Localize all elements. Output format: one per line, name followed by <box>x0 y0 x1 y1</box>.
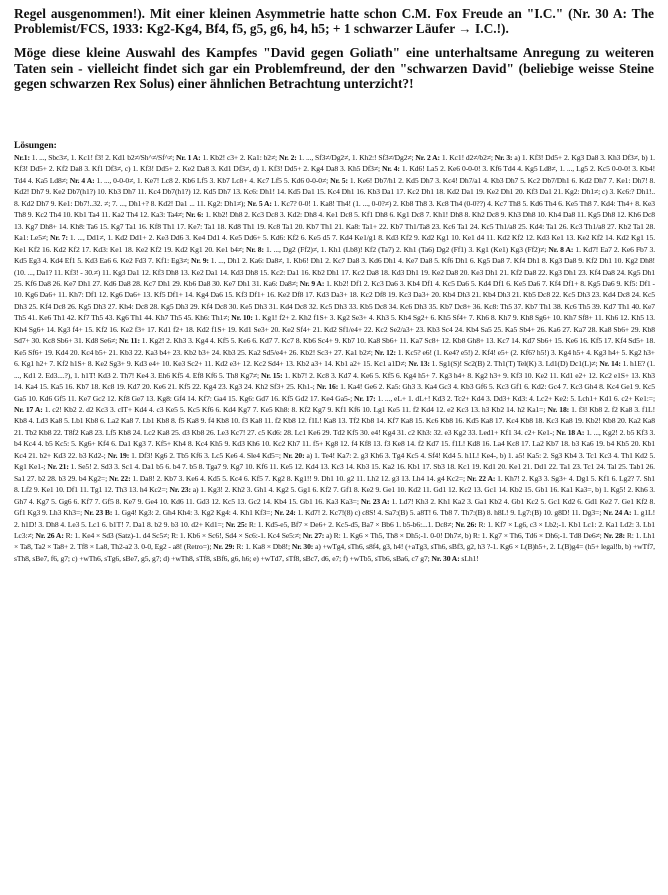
problem-number-label: Nr. 12: <box>374 347 396 357</box>
problem-number-label: Nr. 18: <box>547 404 570 414</box>
problem-number-label: Nr. 23 B: <box>84 508 113 518</box>
problem-number-label: Nr. 30 A: <box>431 553 460 563</box>
problem-number-label: Nr. 15: <box>260 370 283 380</box>
solutions-heading: Lösungen: <box>14 141 57 151</box>
problem-number-label: Nr. 30: <box>291 542 314 552</box>
problem-number-label: Nr. 23: <box>169 485 191 495</box>
problem-number-label: Nr. 20: <box>282 450 305 460</box>
intro-section <box>14 6 654 91</box>
problem-number-label: Nr. 13: <box>408 359 430 369</box>
problem-number-label: Nr. 24: <box>274 508 296 518</box>
problem-number-label: Nr. 11: <box>118 336 140 346</box>
problem-number-label: Nr. 16: <box>316 382 339 392</box>
problem-number-label: Nr.1: <box>14 153 30 162</box>
problem-number-label: Nr. 3: <box>494 153 513 162</box>
problem-number-label: Nr. 26: <box>455 519 477 529</box>
problem-number-label: Nr. 19: <box>107 450 130 460</box>
problem-number-label: Nr. 28: <box>603 530 625 540</box>
problem-number-label: Nr. 2 A: <box>415 153 440 162</box>
problem-number-label: Nr. 9 A: <box>299 278 325 288</box>
problem-number-label: Nr. 24 A: <box>603 508 632 518</box>
problem-number-label: Nr. 17 A: <box>14 404 43 414</box>
problem-number-label: Nr. 22: <box>109 473 131 483</box>
problem-number-label: Nr. 21: <box>47 462 69 472</box>
problem-number-label: Nr. 2: <box>278 153 297 162</box>
problem-number-label: Nr. 1 A: <box>176 153 201 162</box>
intro-paragraph-2: Möge diese kleine Auswahl des Kampfes "David gegen Goliath" eine unterhaltsame Anregung zu weiteren Taten sein - vielleicht findet sich gar ein Problemfreund, der den "schwarzen David" (beliebige weisse Steine gegen schwarzen Rex Solus) einer ähnlichen Betrachtung unterzicht?! <box>14 45 654 91</box>
problem-number-label: Nr. 5: <box>330 175 348 185</box>
problem-number-label: Nr. 22 A: <box>466 473 496 483</box>
problem-number-label: Nr. 4: <box>381 164 400 174</box>
solutions-text: Nr.1: 1. ..., Sbc3≠, 1. Kc1! f3! 2. Kd1 b2≠/Sh^≠/Sf^≠; Nr. 1 A: 1. Kb2! c3+ 2. Ka1: b2≠; Nr. 2: 1. ..., Sf3≠/Dg2≠, 1. Kh2:! Sf3≠/Dg2≠; Nr. 2 A: 1. Kc1! d2≠/b2≠; Nr. 3: a) 1. Kf3! Dd5+ 2. Kg3 Da8 3. Kh3 Df3≠, b) 1. Kf3! Dd5+ 2. Kf2 Da8 3. Kf1 Df3≠, c) 1. Kf3! Dd5+ 2. Ke2 Da8 3. Kd1 Df3≠, d) 1. Kf3! Dd5+ 2. Kg4 Da8 3. Kh5 Df3≠; Nr. 4: 1. Kd6! La5 2. Ke6 0-0-0! 3. Kf6 Td4 4. Kg5 Ld8≠, 1. ..., Lg5 2. Kc5 0-0-0! 3. Kb4! Td4 4. Ka5 Ld8≠; Nr. 4 A: 1. ..., 0-0-0≠, 1. Ke7! Lc8 2. Kb6 Lf5 3. Kb7 Lc8+ 4. Kc7 Lf5 5. Kd6 0-0-0≠; Nr. 5: 1. Ke6! Db7/h1 2. Kd5 Dh7 3. Kc4! Dh7/a1 4. Kb3 Dh7 5. Kc2 Db7/Dh1 6. Kd2 Dh7 7. Ke1: Dh7! 8. Kd2! Dh7 9. Ke2 Db7(h1?) 10. Kb3 Dh7 11. Kc4 Db7(h1?) 12. Kd5 Dh7 13. Kc6: Dh1! 14. Kd5 Da1 15. Kc4 Dh1 16. Kb3 Da1 17. Kc2 Dh1 18. Kd2 Da1 19. Ke2 Dh1 20. Kf3 Da1 21. Kg2: Dh1≠; c) 3. Kc6:? Dh1!.. 8. Kd2 Dh7 9. Ke1: Db7!..32. ≠; 7. ..., Dh1+? 8. Kd2! Da1 ... 11. Kg2: Dh1≠); Nr. 5 A: 1. Kc7? 0-0! 1. Ka8! Th4! (1. ..., 0-0?≠) 2. Kb8 Th8 3. Kc8 Th4 (0-0??) 4. Kc7 Th8 5. Kd6 Th4 6. Ke5 Th8 7. Kd4: Th4+ 8. Ke3 Th8 9. Kc2 Th4 10. Kb1 Ta4 11. Ka2 Th4 12. Ka3: Ta4≠; Nr. 6: 1. Kb2! Dh8 2. Kc3 Dc8 3. Kd2: Dh8 4. Ke1 Dc8 5. Kf1 Dh8 6. Kg1 Dc8 7. Kh1! Dh8 8. Kh2 Dc8 9. Kh3 Dh8 10. Kh4 Da8 11. Kg5 Dh8 12. Kh6 Dc8 13. Kg7 Dh8+ 14. Kh8: Ta6 15. Kg7 Ta1 16. Kf8 Th1 17. Ke7: Ta1 18. Kd8 Th1 19. Kc8 Ta1 20. Kb7 Th1 21. Ka8: Ta1+ 22. Kb7 Th1/Ta8 23. Kc6 Ta1 24. Kc5 Th1/a8 25. Kd4: Ta1 26. Kc3 Th1/a8 27. Kb2 Ta1 28. Ka1: Le5≠; Nr. 7: 1. ..., Dd1≠, 1. Kd2 Dd1+ 2. Ke3 Dd6 3. Ke4 Dd1 4. Ke5 Dd6+ 5. Kd6: Kf2 6. Ke5 d5 7. Kd4 Ke1/g1 8. Kd3 Kf2 9. Kd2 Kg1 10. Ke1 d4 11. Kd2 Kf2 12. Kd3 Ke1 13. Ke2 Kf2 14. Kd2 Kg1 15. Ke1 Kf2 16. Kd2 Kf2 17. Kd3: Ke1 18. Ke2 Kf2 19. Kd2 Kg1 20. Ke1 b4≠; Nr. 8: 1. ..., Dg2 (Ff2)≠, 1. Kh1 (Lb8)! Kf2 (Ta7) 2. Kh1 (Ta6) Dg2 (Ff1) 3. Kg1 (Ke1) Kg3 (Ff2)≠; Nr. 8 A: 1. Kd7! Ea7 2. Ke6 Fb7 3. Kd5 Eg3 4. Kd4 Ef1 5. Kd3 Ea6 6. Ke2 Fd3 7. Kf1: Eg3≠; Nr. 9: 1. ..., Dh1 2. Ka6: Da8≠, 1. Kb6! Dh1 2. Kc7 Da8 3. Kd6 Dh1 4. Ke7 Da8 5. Kf6 Dh1 6. Kg5 Da8 7. Kf4 Dh1 8. Kg3 Da8 9. Kf2 Dh1 10. Kg2 Dh8! (10. ..., Da1? 11. Kf3! - 30.≠) 11. Kg3 Da1 12. Kf3 Dh8 13. Ke2 Da1 14. Kd3 Dh8 15. Kc2: Da1 16. Kb2 Dh1 17. Kc2 Da8 18. Kd3 Dh1 19. Ke2 Da8 20. Ke3 Dh1 21. Kf2 Da8 22. Kg3 Dh1 23. Kf4 Da8 24. Kg5 Dh1 25. Kf6 Da8 26. Ke7 Dh1 27. Kd6 Da8 28. Kc7 Dh1 29. Kb6 Da8 30. Ke7 Dh1 31. Ka6: Da8≠; Nr. 9 A: 1. Kb2! Df1 2. Kc3 Da6 3. Kb4 Df1 4. Kc5 Da6 5. Kd4 Df1 6. Ke5 Da6 7. Kf4 Df1+ 8. Kg5 Da6 9. Kf5: Df1 - 10. Kg6 Da6+ 11. Kh7: Df1 12. Kg6 Da6+ 13. Kf5 Df1+ 14. Kg4 Da6 15. Kf3 Df1+ 16. Ke2 Df8 17. Kd3 Da3+ 18. Kc2 Df8 19. Kc3 Da3+ 20. Kb4 Dh3 21. Kb4 Dh3 21. Kb5 Dc8 22. Kc5 Dh3 23. Kd4 Dc8 24. Kc5 Dh3 25. Kf4 Dc8 26. Kg5 Dh3 27. Kh4: Dc8 28. Kg5 Dh3 29. Kf4 Dc8 30. Ke5 Dh3 31. Kd4 Dc8 32. Kc5 Dh3 33. Kb5 Dc8 34. Kc6 Dh3 35. Kb7 Dc8+ 36. Kc8: Th5 37. Kb7 Th1 38. Kc6 Th5 39. Kd7 Th1 40. Ke7 Th5 41. Ke6 Th1 42. Kf7 Th5 43. Kg6 Th1 44. Kh7 Th5 45. Kh6: Th1≠; Nr. 10: 1. Kg1! f2+ 2. Kh2 f1S+ 3. Kg2 Se3+ 4. Kh3 5. Kh4 Sg2+ 6. Kh5 Sf4+ 7. Kh6 8. Kh7 9. Kh8 Sg6+ 10. Kh7 Sf8+ 11. Kh6 12. Kh5 13. Kh4 Sg6+ 14. Kg3 f4+ 15. Kf2 16. Ke2 f3+ 17. Kd1 f2+ 18. Kd2 f1S+ 19. Kd1 Se3+ 20. Ke2 Sf4+ 21. Kd2 Sf1/e4+ 22. Kc2 Se2/a3+ 23. Kb3 Sc4 24. Kb4 Sa5 25. Ka5 Sb4+ 26. Ka6 27. Ka7 28. Ka8 Sb6+ 29. Kb8 Sd7+ 30. Kc8 Sb6+ 31. Kd8 Se6≠; Nr. 11: 1. Kg2! 2. Kh3 3. Kg4 4. Kf5 5. Ke6 6. Kd7 7. Kc7 8. Kb6 Sc4+ 9. Kb7 10. Ka8 Sb6+ 11. Ka7 Sc8+ 12. Kb8 Gh8+ 13. Kc7 14. Kd7 Sb6+ 15. Ke6 16. Kf5 17. Kf4 Sd5+ 18. Ke5 Sf6+ 19. Kd4 20. Kc4 b5+ 21. Kb3 22. Ka3 b4+ 23. Kb2 b3+ 24. Kb3 25. Ka2 Sd5/e4+ 26. Kb2! Sc3+ 27. Ka1 b2≠; Nr. 12: 1. Kc5? e6! (1. Ke4? e5!) 2. Kf4! e5+ (2. Kf6? h5!) 3. Kg4 h5+ 4. Kg3 h4+ 5. Kg2 h3+ 6. Kg1 h2+ 7. Kf2 h1S+ 8. Ke2 Sg3+ 9. Kd3 e4+ 10. Ke3 Sc2+ 11. Kd2 e3+ 12. Kc2 Sd4+ 13. Kb2 a3+ 14. Kb1 a2+ 15. Kc1 a1D≠; Nr. 13: 1. Sg1(S)! Sc2(B) 2. Th1(T) Tel(K) 3. Ld1(D) Dc1(L)≠; Nr. 14: 1. h1E? (1. ..., Kd1 2. Ed3....?), 1. h1T! Kd3 2. Th7! Ke4 3. Eh6 Kf5 4. Ef8 Kf6 5. Th8 Kg7≠; Nr. 15: 1. Kb7! 2. Kc8 3. Kd7 4. Ke6 5. Kf5 6. Kg4 h5+ 7. Kg3 h4+ 8. Kg2 h3+ 9. Kf3 10. Ke2 11. Kd1 e2+ 12. Kc2 e1S+ 13. Kb3 14. Ka4 15. Ka5 16. Kb7 18. Kc8 19. Kd7 20. Ke6 21. Kf5 22. Kg4 23. Kg3 24. Kh2 Sf3+ 25. Kh1-; Nr. 16: 1. Ka4! Ge6 2. Ka5: Gh3 3. Ka4 Gc3 4. Kb3 Gf6 5. Kc3 Gf1 6. Kd2: Gc4 7. Kc3 Gh4 8. Kc4 Ge1 9. Kc5 Ga5 10. Kd6 Gf5 11. Ke7 Gc2 12. Kf8 Ge7 13. Kg8: Gf4 14. Kf7: Ga4 15. Kg6: Gd7 16. Kf5 Gd2 17. Ke4 Ga5-; Nr. 17: 1. ..., eL+ 1. dL+! Kd3 2. Tc2+ Kd4 3. Dd3+ Kd3: 4. Lc2+ Ke2: 5. Lch1+ Kd1 6. c2+ Ke1:=; Nr. 17 A: 1. c2! Kb2 2. d2 Kc3 3. cIT+ Kd4 4. c3 Ke5 5. Kc5 Kf6 6. Kd4 Kg7 7. Ke5 Kh8: 8. Kf2 Kg7 9. Kf1 Kf6 10. Lg1 Ke5 11. f2 Kd4 12. e2 Kc3 13. h3 Kb2 14. h2 Ka1=; Nr. 18: 1. f3! Kb8 2. f2 Ka8 3. f1L! Kb8 4. Ld3 Ka8 5. Lb1 Kb8 6. La2 Ka8 7. Lb1 Kb8 8. f5 Ka8 9. f4 Kb8 10. f3 Ka8 11. f2 Kb8 12. f1L! Ka8 13. Tf2 Kb8 14. Kf7 Ka8 15. Kc6 Kb8 16. Kd5 Ka8 17. Kc4 Kb8 18. Kc3 Ka8 19. Kb2! Kb8 20. Ka2 Ka8 21. Tb2 Kb8 22. T8f2 Ka8 23. Lf5 Kb8 24. Lc2 Ka8 25. d3 Kb8 26. Le3 Kc7! 27. c5 Kd6: 28. Lc1 Ke6 29. Td2 Kf5 30. e4! Kg4 31. c2 Kh3: 32. e3 Kg2 33. Led1+ Kf1 34. c2+ Ke1-; Nr. 18 A: 1. ..., Kg2! 2. b5 Kf3 3. b4 Kc4 4. b5 Kc5: 5. Kg6+ Kf4 6. Da1 Kg3 7. Kf5+ Kh4 8. Kc4 Kh5 9. Kd3 Kh6 10. Kc2 Kh7 11. f5+ Kg8 12. f4 Kf8 13. f3 Ke8 14. f2 Kd7 15. f1L! Kd8 16. La4 Kc8 17. La2 Kb7 18. b3 Ka6 19. b4 Kb5 20. Kb1 Kc4 21. b2+ Kd3 22. b3 Kd2-; Nr. 19: 1. Df3! Kg6 2. Tb5 Kf6 3. Lc5 Ke6 4. Sle4 Kd5=; Nr. 20: a) 1. Te4! Ka7: 2. g3 Kh6 3. Tg4 Kc5 4. Sf4! Kd4 5. h1L! Ke4-, b) 1. a5! Ka5: 2. Sg3 Kb4 3. Tc1 Kc3 4. Th1 Kd2 5. Kg1 Ke1-; Nr. 21: 1. Se5! 2. Sd3 3. Sc1 4. Da1 b5 6. b4 7. b5 8. Tga7 9. Kg7 10. Kf6 11. Ke5 12. Kd4 13. Kc3 14. Kb3 15. Ka2 16. Kb1 17. Sb3 18. Kc1 19. Kd1 20. Ke1 21. Dd1 22. Ta1 23. Tc1 24. Tal 25. Tab1 26. Sa1 27. b2 28. b3 29. b4 Kg2=; Nr. 22: 1. Da8! 2. Kb7 3. Ke6 4. Kd5 5. Kc4 6. Kf5 7. Kg2 8. Kg1!! 9. Dh1 10. g2 11. Lh2 12. g3 13. Lh4 14. g4 Kc2=; Nr. 22 A: 1. Kh7! 2. Kg3 3. Sg3+ 4. Dg1 5. Kf1 6. Lg2? 7. Sh1 8. Lf2 9. Ke1 10. Df1 11. Tg1 12. Th3 13. h4 Kc2=; Nr. 23: a) 1. Kg3! 2. Kh2 3. Gh1 4. Kg2 5. Gg1 6. Kf2 7. Gf1 8. Ke2 9. Ge1 10. Kd2 11. Gd1 12. Kc2 13. Gc1 14. Kb2 15. Gb1 16. Ka1 Ka3=, b) 1. Kg5! 2. Kh6 3. Gh7 4. Kg7 5. Gg6 6. Kf7 7. Gf5 8. Ke7 9. Ge4 10. Kd6 11. Gd3 12. Kc5 13. Gc2 14. Kb4 15. Gb1 16. Ka3 Ka3=; Nr. 23 A: 1. Ld7! Kh3 2. Kh1 Ka2 3. Ga1 Kb2 4. Gb1 Kc2 5. Gc1 Kd2 6. Gd1 Ke2 7. Ge1 Kf2 8. Gf1 Kg3 9. Lh3 Kh3=; Nr. 23 B: 1. Gg4! Kg3: 2. Gh4 Kh4: 3. Kg2 Kg4: 4. Kh1 Kf3=; Nr. 24: 1. Kd7! 2. Kc7!(8) c) c8S! 4. Sa7:(B) 5. a8T! 6. Tb8 7. Th7:(B) 8. h8L! 9. Lg7:(B) 10. g8D! 11. Dg3=; Nr. 24 A: 1. g1L! 2. h1D! 3. Dh8 4. Le3 5. Lc1 6. b1T! 7. Da1 8. b2 9. b3 10. d2+ Kd1=; Nr. 25: R: 1. Kd5-e5, Bf7 × De6+ 2. Kc5-d5, Ba7 × Bb6 1. b5-b6:...1. Dc8≠; Nr. 26: R: 1. Kf7 × Lg6, c3 × Lb2;-1. Kb1 Lc1: 2. Ka1 Ld2: 3. Lb1 Lc3:≠; Nr. 26 A: R: 1. Ke4 × Sd3 (Satz)-1. d4 Sc5≠; R: 1. Kb6 × Sc6!, Sd4 × Sc6:-1. Kc4 Se5:≠; Nr. 27: a) R: 1. Kg6 × Th5, Th8 × Dh5;-1. 0-0! Dh7≠, b) R: 1. Kg7 × Th6, Td6 × Dh6;-1. Td8 De6≠; Nr. 28: R: 1. Lh1 × Ta8, Ta2 × Ta8+ 2. Tf8 × La8, Th2-a2 3. 0-0, Eg2 - a8! (Retro=); Nr. 29: R: 1. Ka8 × Db8!; Nr. 30: a) +wTg4, sTh6, s8f4, g3, h4! (+aTg3, sTh6, sBf3, g2, h3 ?-1. Kg6 × L(B)h5+, 2. L(B)g4= (h5+ legal!b, b) +wTf7, sTh8, sBe7, f6, g7; c) +wTh6, sTg6, sBe7, g5, g7; d) +wTh8, sTf8, sBf6, g6, h6; e) +wTd7, sTf8, sBc7, d6, e7; f) +wTb5, sTb6, sBa6, c7 g7; Nr. 30 A: sLh1! <box>14 153 655 563</box>
problem-number-label: Nr. 26 A: <box>35 530 64 540</box>
problem-number-label: Nr. 8 A: <box>548 244 574 254</box>
problem-number-label: Nr. 9: <box>191 256 209 266</box>
problem-number-label: Nr. 7: <box>50 233 68 243</box>
problem-number-label: Nr. 27: <box>302 530 325 540</box>
problem-number-label: Nr. 18 A: <box>556 427 585 437</box>
problem-number-label: Nr. 5 A: <box>247 198 272 208</box>
problem-number-label: Nr. 14: <box>599 359 621 369</box>
problem-number-label: Nr. 6: <box>185 210 204 220</box>
problem-number-label: Nr. 25: <box>225 519 248 529</box>
problem-number-label: Nr. 10: <box>231 313 253 323</box>
problem-number-label: Nr. 17: <box>354 393 376 403</box>
intro-paragraph-1: Regel ausgenommen!). Mit einer kleinen Asymmetrie hatte schon C.M. Fox Freude an "I.C." (Nr. 30 A: The Problemist/FCS, 1933: Kg2-Kg4, Bf4, f5, g5, g6, h4, h5; + 1 schwarzer Läufer → I.C.!). <box>14 6 654 37</box>
problem-number-label: Nr. 29: <box>213 542 235 552</box>
problem-number-label: Nr. 4 A: <box>69 175 95 185</box>
problem-number-label: Nr. 23 A: <box>360 496 390 506</box>
problem-number-label: Nr. 8: <box>245 244 264 254</box>
